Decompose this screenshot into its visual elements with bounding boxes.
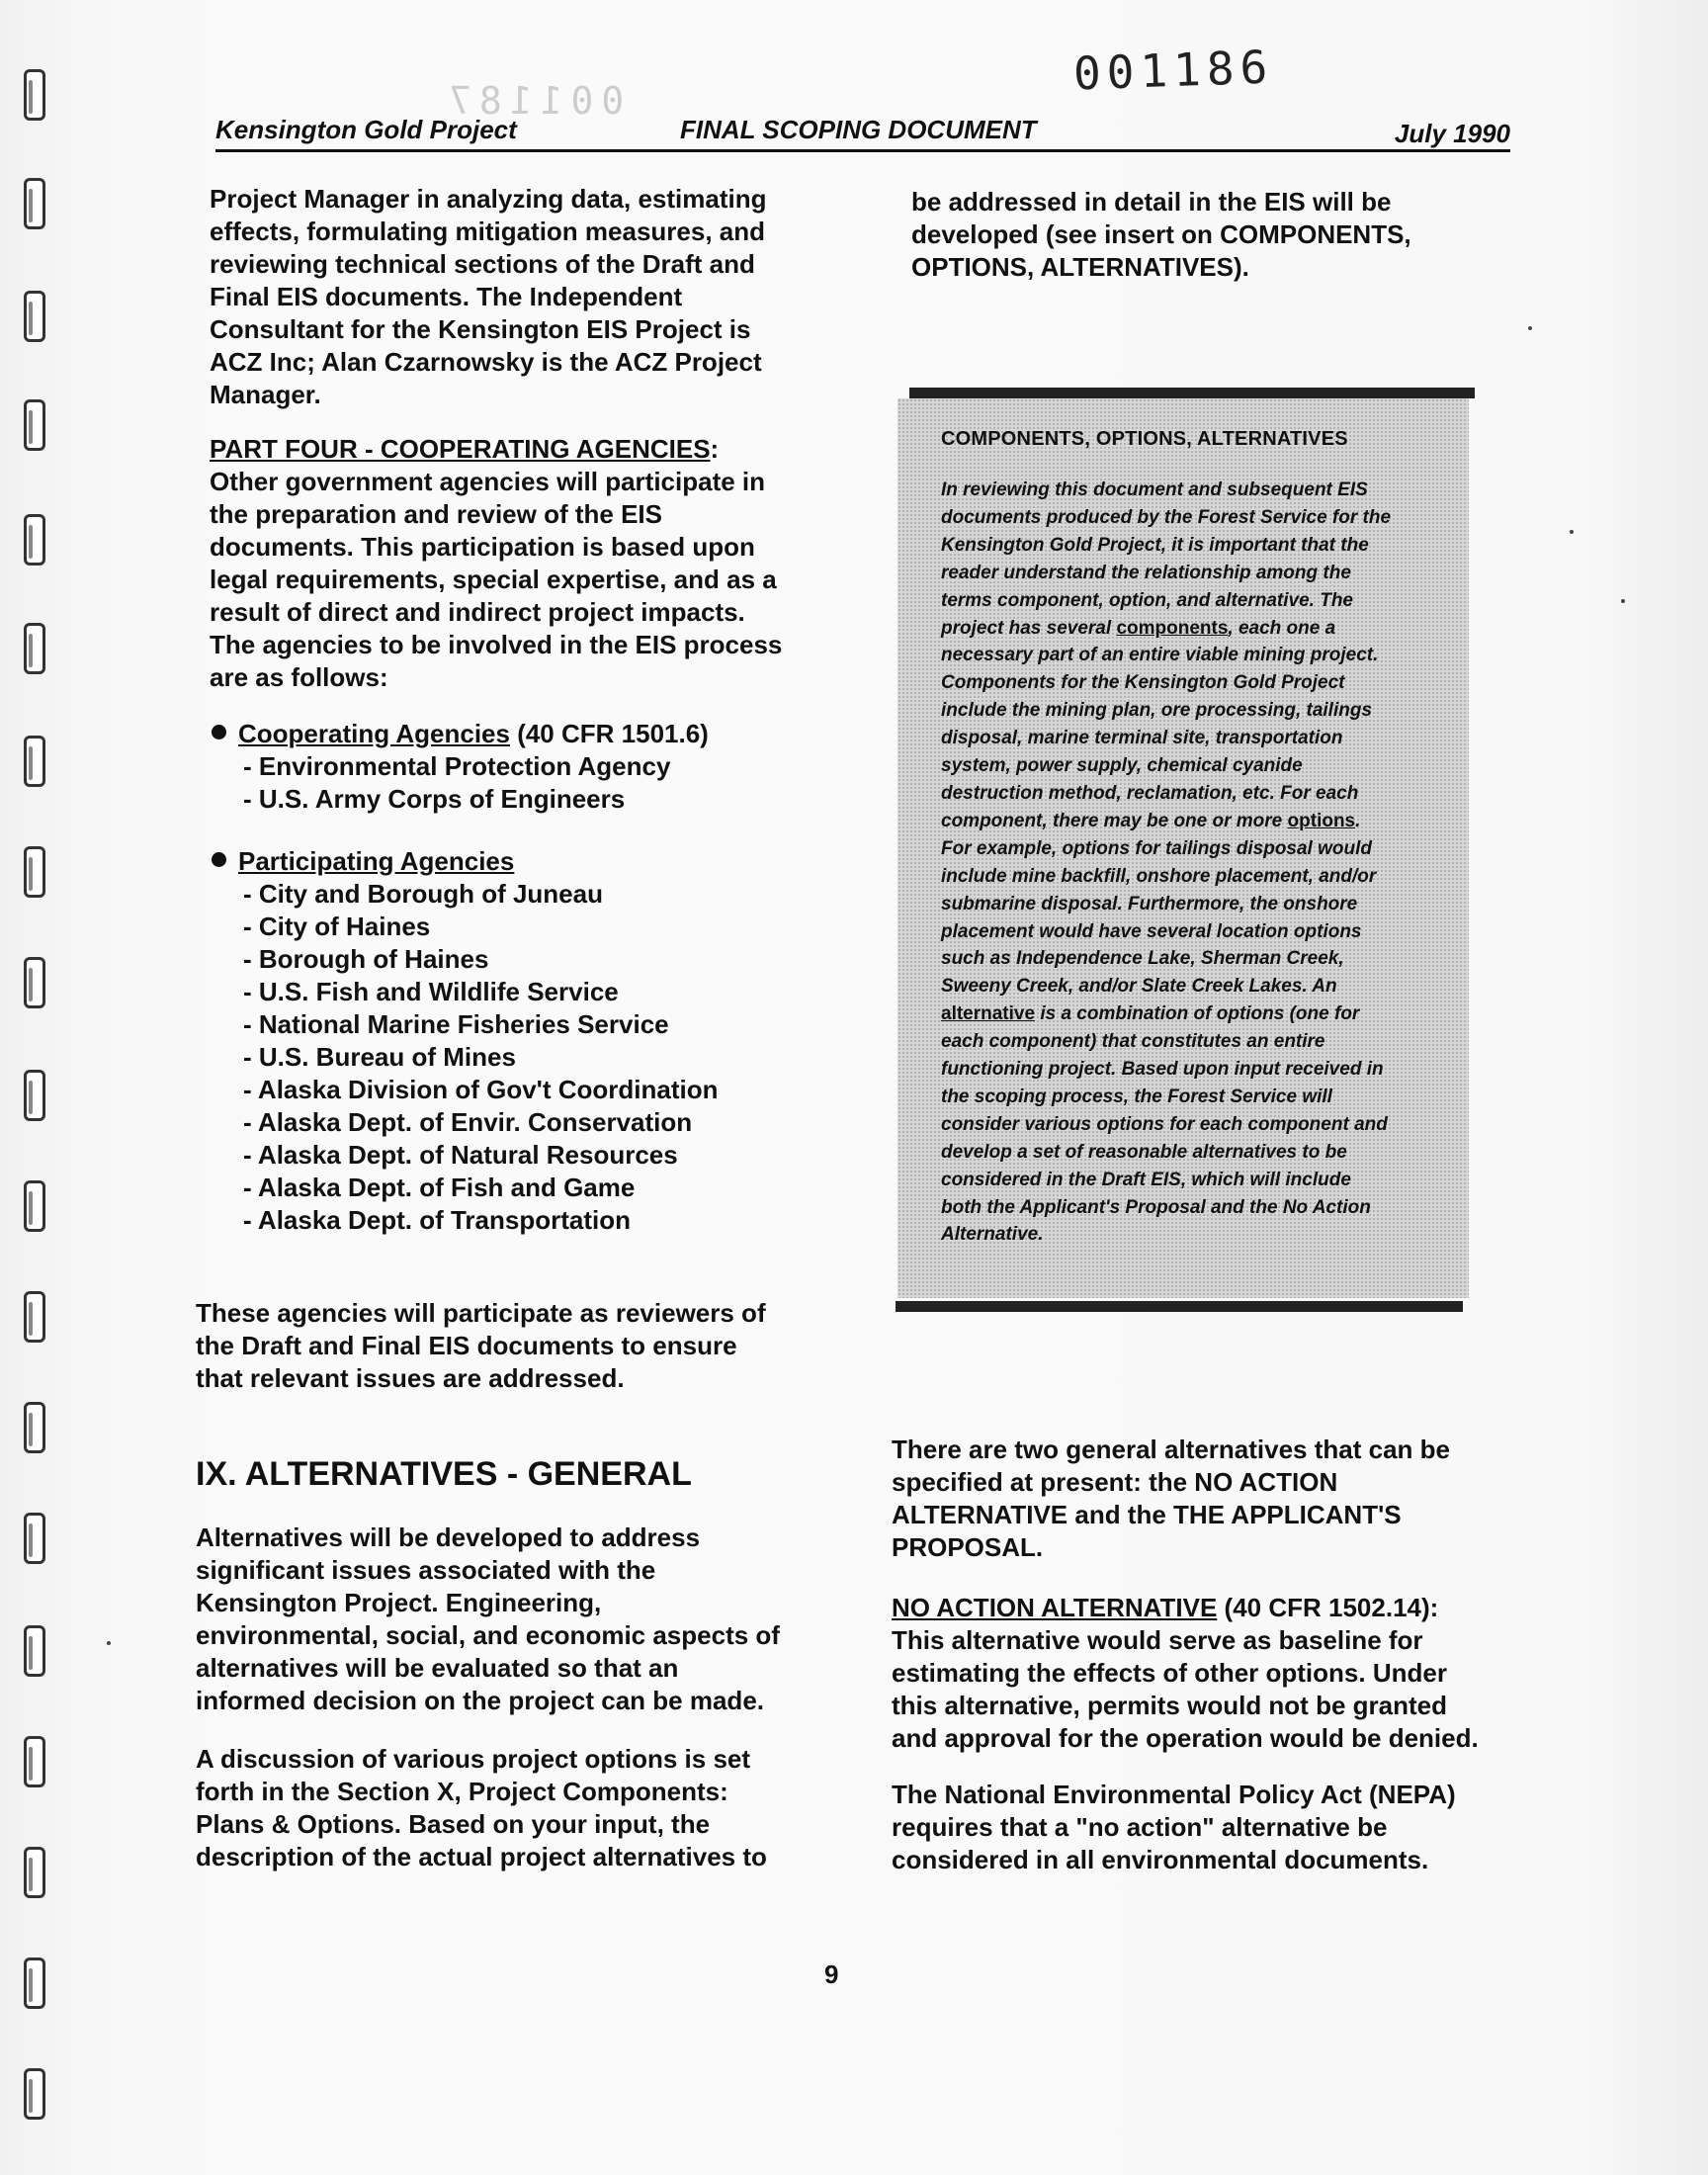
binder-hole: [24, 1736, 45, 1787]
defined-term: options: [1287, 810, 1356, 831]
right-column-bottom: [892, 1434, 1485, 1898]
bullet-icon: [212, 725, 226, 740]
cooperating-agencies-label: Cooperating Agencies: [238, 719, 510, 748]
list-item: - U.S. Army Corps of Engineers: [243, 784, 626, 814]
insert-body: In reviewing this document and subsequent EIS documents produced by the Forest Service for the Kensington Gold Project, it is important that the reader understand the relationship among the terms component, option, and alternative. The project has several components, each one a necessary part of an entire viable mining project. Components for the Kensington Gold Project include the mining plan, ore processing, tailings disposal, marine terminal site, transportation system, power supply, chemical cyanide destruction method, reclamation, etc. For each component, there may be one or more options. For example, options for tailings disposal would include mine backfill, onshore placement, and/or submarine disposal. Furthermore, the onshore placement would have several location options such as Independence Lake, Sherman Creek, Sweeny Creek, and/or Slate Creek Lakes. An alternative is a combination of options (one for each component) that constitutes an entire functioning project. Based upon input received in the scoping process, the Forest Service will consider various options for each component and develop a set of reasonable alternatives to be considered in the Draft EIS, which will include both the Applicant's Proposal and the No Action Alternative.: [941, 479, 1392, 1246]
binder-hole: [24, 1180, 45, 1232]
speck: [107, 1641, 111, 1645]
list-item: - National Marine Fisheries Service: [243, 1009, 669, 1039]
list-item: - Alaska Dept. of Envir. Conservation: [243, 1107, 693, 1137]
no-action-section: NO ACTION ALTERNATIVE (40 CFR 1502.14): This alternative would serve as baseline for estimating the effects of other options. Under this alternative, permits would not be granted and approval for the operation would be denied.: [892, 1593, 1479, 1753]
binder-hole: [24, 736, 45, 787]
list-item: - Alaska Dept. of Fish and Game: [243, 1173, 636, 1202]
insert-title: COMPONENTS, OPTIONS, ALTERNATIVES: [941, 428, 1348, 450]
speck: [1528, 326, 1532, 330]
page-header: [215, 113, 1510, 152]
header-date: July 1990: [1394, 119, 1510, 148]
list-item: - Borough of Haines: [243, 944, 489, 974]
binder-hole: [24, 178, 45, 229]
list-item: - U.S. Bureau of Mines: [243, 1042, 516, 1072]
list-item: - Alaska Dept. of Natural Resources: [243, 1140, 678, 1170]
continuation-paragraph: be addressed in detail in the EIS will be developed (see insert on COMPONENTS, OPTIONS, ALTERNATIVES).: [911, 187, 1411, 282]
binder-hole: [24, 957, 45, 1008]
header-project-title: Kensington Gold Project: [215, 115, 517, 144]
binder-hole: [24, 1291, 45, 1343]
binder-hole: [24, 2068, 45, 2120]
discussion-paragraph: A discussion of various project options is set forth in the Section X, Project Components: Plans & Options. Based on your input, the description of the actual project alternatives to: [196, 1744, 767, 1871]
cooperating-agencies-list: Cooperating Agencies (40 CFR 1501.6) - Environmental Protection Agency - U.S. Army Corps of Engineers: [210, 718, 803, 816]
speck: [1621, 599, 1625, 603]
defined-term: alternative: [941, 1003, 1036, 1025]
binder-hole: [24, 846, 45, 898]
binder-hole: [24, 69, 45, 121]
binder-hole: [24, 623, 45, 674]
binder-hole: [24, 514, 45, 566]
document-number-stamp: 001186: [1072, 40, 1275, 101]
binder-hole: [24, 1625, 45, 1677]
left-column-lower: [196, 1297, 809, 1895]
list-item: - U.S. Fish and Wildlife Service: [243, 977, 619, 1006]
participating-agencies-label: Participating Agencies: [238, 846, 515, 876]
binder-hole: [24, 291, 45, 342]
no-action-heading: NO ACTION ALTERNATIVE: [892, 1593, 1218, 1622]
intro-paragraph: Project Manager in analyzing data, estimating effects, formulating mitigation measures, and reviewing technical sections of the Draft and Final EIS documents. The Independent Consultant for the Kensington EIS Project is ACZ Inc; Alan Czarnowsky is the ACZ Project Manager.: [210, 184, 767, 409]
binder-hole: [24, 1402, 45, 1453]
binder-hole: [24, 399, 45, 451]
two-alternatives-paragraph: There are two general alternatives that can be specified at present: the NO ACTION ALTERNATIVE and the THE APPLICANT'S PROPOSAL.: [892, 1435, 1450, 1562]
left-column: [210, 183, 803, 1276]
binder-hole: [24, 1958, 45, 2009]
list-item: - Alaska Dept. of Transportation: [243, 1205, 631, 1235]
binder-hole: [24, 1513, 45, 1564]
defined-term: components: [1116, 617, 1229, 639]
list-item: - Alaska Division of Gov't Coordination: [243, 1075, 719, 1104]
part-four-section: PART FOUR - COOPERATING AGENCIES: Other government agencies will participate in the preparation and review of the EIS documents. This participation is based upon legal requirements, special expertise, and as a result of direct and indirect project impacts. The agencies to be involved in the EIS process are as follows:: [210, 434, 783, 692]
list-item: - City and Borough of Juneau: [243, 879, 603, 909]
right-column-top: [911, 186, 1485, 305]
participating-agencies-list: [210, 845, 803, 1237]
section-heading: IX. ALTERNATIVES - GENERAL: [196, 1455, 692, 1493]
speck: [1570, 530, 1574, 534]
list-item: - City of Haines: [243, 912, 431, 941]
nepa-paragraph: The National Environmental Policy Act (NEPA) requires that a "no action" alternative be considered in all environmental documents.: [892, 1780, 1456, 1874]
components-options-alternatives-insert: [897, 398, 1469, 1298]
binder-hole: [24, 1847, 45, 1898]
insert-box-top-rule: [909, 388, 1475, 398]
header-document-title: FINAL SCOPING DOCUMENT: [680, 115, 1037, 144]
bleed-through-stamp: 001187: [441, 79, 625, 123]
list-item: - Environmental Protection Agency: [243, 751, 671, 781]
reviewers-paragraph: These agencies will participate as reviewers of the Draft and Final EIS documents to ensure that relevant issues are addressed.: [196, 1298, 766, 1393]
part-four-heading: PART FOUR - COOPERATING AGENCIES: [210, 434, 711, 464]
bullet-icon: [212, 852, 226, 867]
insert-box-bottom-rule: [896, 1301, 1463, 1312]
binder-hole: [24, 1070, 45, 1121]
page-number: 9: [824, 1959, 839, 1989]
alternatives-paragraph: Alternatives will be developed to address significant issues associated with the Kensington Project. Engineering, environmental, social, and economic aspects of alternatives will be evaluated so that an informed decision on the project can be made.: [196, 1522, 780, 1715]
